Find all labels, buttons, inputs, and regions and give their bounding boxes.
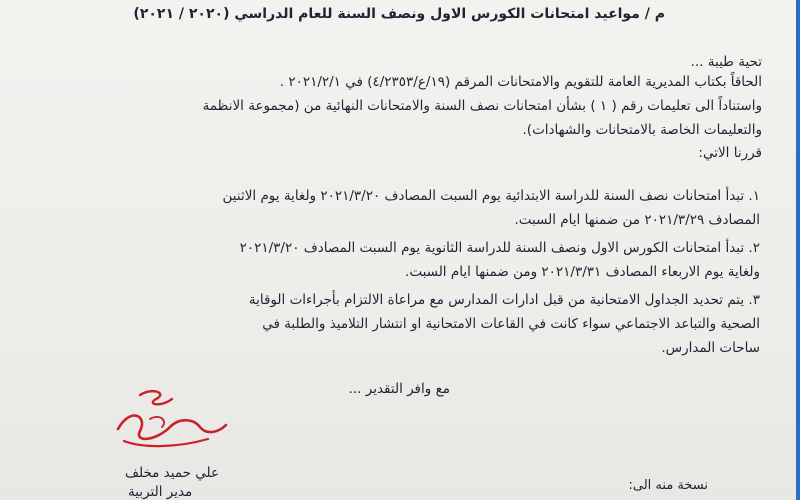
edge-accent-bar [796,0,800,500]
copy-to-label: نسخة منه الى: [628,478,708,493]
signatory-title: مدير التربية [128,484,193,500]
item-3-line-2: الصحية والتباعد الاجتماعي سواء كانت في القاعات الامتحانية او انتشار التلاميذ والطلبة في [262,316,760,332]
item-3-line-1: ٣. يتم تحديد الجداول الامتحانية من قبل ادارات المدارس مع مراعاة الالتزام بأجراءات الوقاية [248,292,760,308]
item-1-line-2: المصادف ٢٠٢١/٣/٢٩ من ضمنها ايام السبت. [514,212,760,228]
item-1-line-1: ١. تبدأ امتحانات نصف السنة للدراسة الابتدائية يوم السبت المصادف ٢٠٢١/٣/٢٠ ولغاية يوم الاثنين [222,188,760,204]
handwritten-signature [110,385,230,455]
greeting: تحية طيبة ... [690,54,762,70]
signatory-name: علي حميد مخلف [125,465,220,481]
closing-line: مع وافر التقدير ... [348,381,450,397]
letter-subject: م / مواعيد امتحانات الكورس الاول ونصف السنة للعام الدراسي (٢٠٢٠ / ٢٠٢١) [133,6,665,22]
paragraph-reference: الحاقاً بكتاب المديرية العامة للتقويم والامتحانات المرقم (١٩/ع/٤/٢٣٥٣) في ٢٠٢١/٢/١ . [279,74,762,90]
decided-heading: قررنا الاتي: [698,145,762,161]
item-3-line-3: ساحات المدارس. [661,340,760,356]
item-2-line-1: ٢. تبدأ امتحانات الكورس الاول ونصف السنة للدراسة الثانوية يوم السبت المصادف ٢٠٢١/٣/٢٠ [239,240,760,256]
paragraph-basis-line-1: واستناداً الى تعليمات رقم ( ١ ) بشأن امتحانات نصف السنة والامتحانات النهائية من (مجموعة الانظمة [202,98,762,114]
paragraph-basis-line-2: والتعليمات الخاصة بالامتحانات والشهادات). [522,122,762,138]
item-2-line-2: ولغاية يوم الاربعاء المصادف ٢٠٢١/٣/٣١ ومن ضمنها ايام السبت. [405,264,760,280]
